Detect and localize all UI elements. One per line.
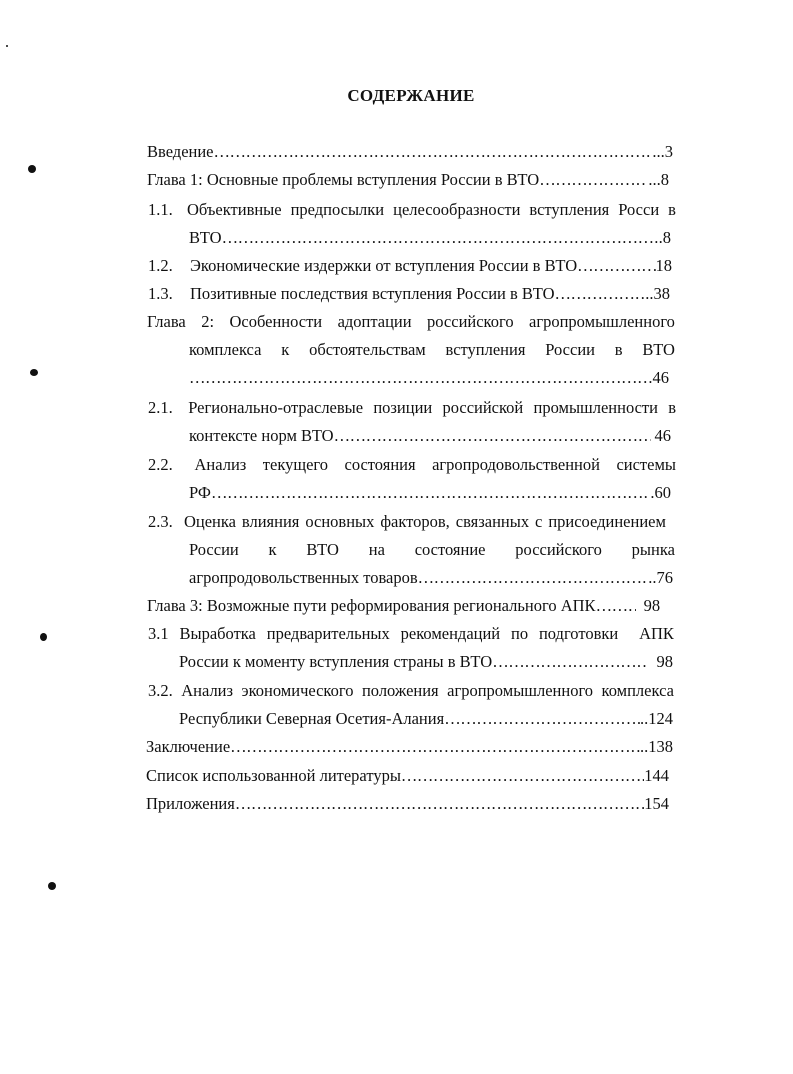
word: экономического <box>241 681 354 700</box>
word: на <box>368 540 385 559</box>
leader-dots <box>334 422 651 450</box>
leader-dots <box>596 592 636 620</box>
word: в <box>668 398 676 417</box>
leader-dots <box>211 479 650 507</box>
toc-entry-text: ВТО <box>189 228 222 247</box>
toc-entry-chapter-3[interactable] <box>147 592 673 620</box>
toc-entry-text: Введение <box>147 142 214 161</box>
toc-entry-section-2-3-cont[interactable] <box>189 536 675 564</box>
toc-entry-section-2-1-cont[interactable] <box>189 422 671 450</box>
word: российской <box>442 398 524 417</box>
toc-entry-page: .8 <box>658 228 671 247</box>
toc-entry-text: Список использованной литературы <box>146 766 401 785</box>
toc-entry-page: ..76 <box>648 568 673 587</box>
toc-entry-chapter-2-cont[interactable] <box>189 336 675 364</box>
word: Объективные <box>186 200 282 219</box>
word: предпосылки <box>290 200 385 219</box>
section-number: 2.1. <box>148 398 173 417</box>
toc-entry-page: ..38 <box>645 284 670 303</box>
word: к <box>268 540 277 559</box>
toc-entry-section-1-3[interactable] <box>148 280 670 308</box>
toc-entry-page: 144 <box>644 766 669 785</box>
word: ВТО <box>642 340 675 359</box>
word: Оценка <box>183 512 236 531</box>
toc-entry-chapter-2[interactable] <box>147 308 675 336</box>
word: обстоятельствам <box>309 340 426 359</box>
leader-dots <box>222 224 659 252</box>
word: в <box>668 200 676 219</box>
toc-entry-section-3-1-cont[interactable] <box>179 648 673 676</box>
toc-entry-chapter-1[interactable] <box>147 166 669 194</box>
leader-dots <box>230 733 640 761</box>
word: влияния <box>241 512 300 531</box>
section-number: 2.3. <box>148 512 173 531</box>
toc-entry-text: агропродовольственных товаров <box>189 568 418 587</box>
word: Росси <box>618 200 660 219</box>
section-number: 2.2. <box>148 455 173 474</box>
toc-entry-text: Заключение <box>146 737 231 756</box>
word: Выработка <box>179 624 256 643</box>
leader-dots <box>401 762 644 790</box>
leader-dots <box>555 280 646 308</box>
toc-entry-page: 154 <box>644 794 669 813</box>
word: Глава <box>147 312 186 331</box>
scan-speck <box>30 369 38 376</box>
word: 2: <box>201 312 215 331</box>
toc-entry-text: Республики Северная Осетия-Алания <box>179 709 445 728</box>
leader-dots <box>418 564 649 592</box>
word: к <box>281 340 290 359</box>
leader-dots <box>235 790 644 818</box>
word: основных <box>305 512 375 531</box>
toc-entry-section-1-1[interactable] <box>148 196 676 224</box>
toc-entry-references[interactable] <box>146 762 669 790</box>
toc-entry-page: 98 <box>643 596 661 615</box>
leader-dots <box>539 166 648 194</box>
toc-entry-page: ...8 <box>648 170 669 189</box>
scan-speck <box>40 633 47 641</box>
word: рекомендаций <box>400 624 501 643</box>
word: российского <box>515 540 602 559</box>
toc-entry-text: Глава 1: Основные проблемы вступления России в ВТО <box>147 170 540 189</box>
toc-entry-page: .46 <box>648 368 669 387</box>
word: состояние <box>414 540 486 559</box>
toc-entry-page: ...3 <box>652 142 673 161</box>
word: комплекса <box>189 340 262 359</box>
toc-entry-section-3-2[interactable] <box>148 677 674 705</box>
word: Регионально-отраслевые <box>188 398 364 417</box>
word: присоединением <box>548 512 666 531</box>
word: системы <box>616 455 676 474</box>
section-number: 3.1 <box>148 624 169 643</box>
word: Анализ <box>194 455 247 474</box>
toc-entry-section-2-2-cont[interactable] <box>189 479 671 507</box>
toc-entry-page: 46 <box>654 426 671 445</box>
toc-entry-section-1-1-cont[interactable] <box>189 224 671 252</box>
word: ВТО <box>306 540 339 559</box>
word: комплекса <box>601 681 674 700</box>
leader-dots <box>444 705 640 733</box>
word: факторов, <box>380 512 450 531</box>
leader-dots <box>492 648 646 676</box>
toc-entry-section-3-2-cont[interactable] <box>179 705 673 733</box>
toc-entry-text: России к моменту вступления страны в ВТО <box>179 652 493 671</box>
word: положения <box>361 681 439 700</box>
toc-entry-page: 18 <box>655 256 672 275</box>
word: России <box>545 340 595 359</box>
toc-entry-conclusion[interactable] <box>146 733 673 761</box>
toc-entry-text: Позитивные последствия вступления России в ВТО <box>190 284 555 303</box>
word: Особенности <box>229 312 323 331</box>
word: АПК <box>639 624 674 643</box>
toc-entry-section-2-1[interactable] <box>148 394 676 422</box>
word: агропродовольственной <box>432 455 600 474</box>
scan-speck <box>28 165 36 173</box>
word: адоптации <box>337 312 412 331</box>
word: с <box>535 512 543 531</box>
word: целесообразности <box>393 200 521 219</box>
word: вступления <box>529 200 610 219</box>
word: рынка <box>631 540 675 559</box>
toc-entry-page: 98 <box>656 652 673 671</box>
word: вступления <box>445 340 526 359</box>
toc-entry-section-2-2[interactable] <box>148 451 676 479</box>
word: промышленности <box>533 398 658 417</box>
toc-entry-section-2-3[interactable] <box>148 508 666 536</box>
word: по <box>511 624 529 643</box>
toc-entry-section-1-2[interactable] <box>148 252 672 280</box>
toc-entry-chapter-2-page[interactable] <box>189 364 669 392</box>
word: текущего <box>262 455 328 474</box>
word: в <box>614 340 623 359</box>
toc-entry-text: Экономические издержки от вступления России в ВТО <box>190 256 578 275</box>
word: России <box>189 540 239 559</box>
word: состояния <box>344 455 416 474</box>
word: агропромышленного <box>529 312 675 331</box>
word: позиции <box>373 398 433 417</box>
section-number: 1.1. <box>148 200 173 219</box>
word: связанных <box>455 512 530 531</box>
leader-dots <box>577 252 655 280</box>
section-number: 1.3. <box>148 284 173 303</box>
toc-entry-page: .60 <box>650 483 671 502</box>
word: агропромышленного <box>447 681 594 700</box>
leader-dots <box>214 138 653 166</box>
toc-entry-section-2-3-cont2[interactable] <box>189 564 673 592</box>
leader-dots <box>189 364 648 392</box>
toc-entry-page: ..124 <box>640 709 673 728</box>
toc-entry-text: РФ <box>189 483 211 502</box>
word: российского <box>427 312 514 331</box>
toc-entry-text: Приложения <box>146 794 235 813</box>
word: Анализ <box>181 681 234 700</box>
toc-entry-text: Глава 3: Возможные пути реформирования регионального АПК <box>147 596 596 615</box>
section-number: 3.2. <box>148 681 173 700</box>
word: подготовки <box>538 624 619 643</box>
scan-speck <box>48 882 56 890</box>
scan-speck <box>6 45 8 47</box>
section-number: 1.2. <box>148 256 173 275</box>
toc-entry-appendix[interactable] <box>146 790 669 818</box>
word: предварительных <box>266 624 390 643</box>
toc-entry-intro[interactable] <box>147 138 673 166</box>
page-title: СОДЕРЖАНИЕ <box>347 86 475 105</box>
toc-entry-page: ..138 <box>640 737 673 756</box>
toc-entry-text: контексте норм ВТО <box>189 426 334 445</box>
toc-entry-section-3-1[interactable] <box>148 620 674 648</box>
